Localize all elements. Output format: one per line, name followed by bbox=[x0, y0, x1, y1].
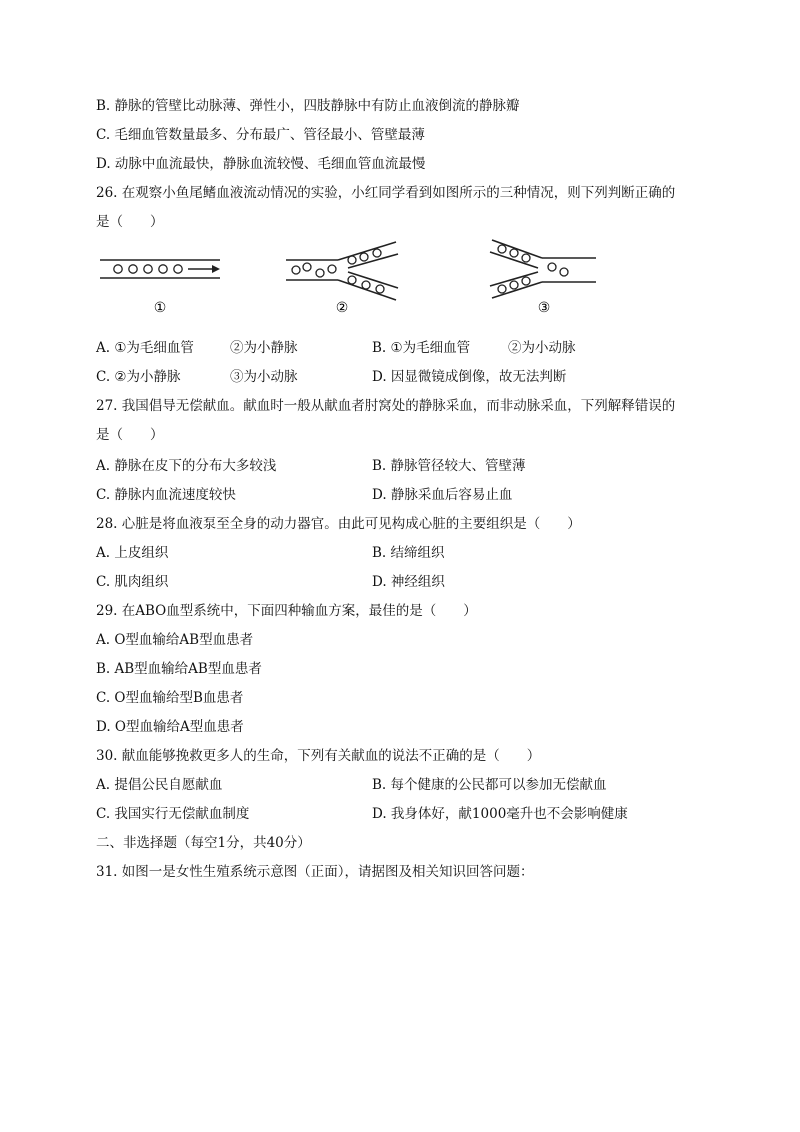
q29-stem: 29. 在ABO血型系统中，下面四种输血方案，最佳的是（ ） bbox=[96, 603, 477, 619]
q25-option-d: D. 动脉中血流最快，静脉血流较慢、毛细血管血流最慢 bbox=[96, 156, 426, 172]
q26-option-c-part2: ③为小动脉 bbox=[230, 369, 298, 385]
q27-stem-line2: 是（ ） bbox=[96, 427, 164, 443]
vessel-3-diagram bbox=[490, 240, 596, 298]
q29-option-d: D. O型血输给A型血患者 bbox=[96, 719, 244, 735]
figure-label-1: ① bbox=[153, 300, 167, 316]
q26-option-a-part1: A. ①为毛细血管 bbox=[96, 340, 194, 356]
q28-options-cd-row bbox=[96, 573, 716, 591]
q25-option-b: B. 静脉的管壁比动脉薄、弹性小，四肢静脉中有防止血液倒流的静脉瓣 bbox=[96, 98, 520, 114]
vessel-1-diagram bbox=[100, 260, 220, 278]
q27-option-d: D. 静脉采血后容易止血 bbox=[372, 487, 513, 503]
q26-options-ab-row bbox=[96, 339, 716, 357]
q26-option-b-part2: ②为小动脉 bbox=[508, 340, 576, 356]
q30-options-ab-row bbox=[96, 776, 716, 794]
q29-option-b: B. AB型血输给AB型血患者 bbox=[96, 661, 262, 677]
q28-stem: 28. 心脏是将血液泵至全身的动力器官。由此可见构成心脏的主要组织是（ ） bbox=[96, 516, 581, 532]
q27-option-c: C. 静脉内血流速度较快 bbox=[96, 487, 236, 503]
q30-options-cd-row bbox=[96, 805, 716, 823]
figure-label-2: ② bbox=[335, 300, 349, 316]
q30-stem: 30. 献血能够挽救更多人的生命，下列有关献血的说法不正确的是（ ） bbox=[96, 748, 541, 764]
q28-options-ab-row bbox=[96, 544, 716, 562]
q28-option-a: A. 上皮组织 bbox=[96, 545, 169, 561]
q30-option-c: C. 我国实行无偿献血制度 bbox=[96, 806, 250, 822]
q27-stem-line1: 27. 我国倡导无偿献血。献血时一般从献血者肘窝处的静脉采血，而非动脉采血，下列解释错误的 bbox=[96, 398, 676, 414]
q28-option-c: C. 肌肉组织 bbox=[96, 574, 169, 590]
figure-label-3: ③ bbox=[537, 300, 551, 316]
q26-stem-line1: 26. 在观察小鱼尾鳍血液流动情况的实验，小红同学看到如图所示的三种情况，则下列判断正确的 bbox=[96, 185, 676, 201]
q26-option-d: D. 因显微镜成倒像，故无法判断 bbox=[372, 369, 567, 385]
q27-option-b: B. 静脉管径较大、管壁薄 bbox=[372, 458, 526, 474]
q25-option-c: C. 毛细血管数量最多、分布最广、管径最小、管壁最薄 bbox=[96, 127, 425, 143]
q26-stem-line2: 是（ ） bbox=[96, 214, 164, 230]
q30-option-a: A. 提倡公民自愿献血 bbox=[96, 777, 223, 793]
q26-option-b-part1: B. ①为毛细血管 bbox=[372, 340, 471, 356]
q31-stem: 31. 如图一是女性生殖系统示意图（正面），请据图及相关知识回答问题： bbox=[96, 864, 534, 880]
q26-option-a-part2: ②为小静脉 bbox=[230, 340, 298, 356]
vessel-2-diagram bbox=[286, 242, 398, 300]
q29-option-a: A. O型血输给AB型血患者 bbox=[96, 632, 254, 648]
q30-option-b: B. 每个健康的公民都可以参加无偿献血 bbox=[372, 777, 607, 793]
q28-option-d: D. 神经组织 bbox=[372, 574, 445, 590]
q30-option-d: D. 我身体好，献1000毫升也不会影响健康 bbox=[372, 806, 628, 822]
q28-option-b: B. 结缔组织 bbox=[372, 545, 445, 561]
q27-options-ab-row bbox=[96, 457, 716, 475]
q27-option-a: A. 静脉在皮下的分布大多较浅 bbox=[96, 458, 277, 474]
q27-options-cd-row bbox=[96, 486, 716, 504]
q29-option-c: C. O型血输给型B血患者 bbox=[96, 690, 244, 706]
blood-vessel-figure bbox=[96, 238, 616, 318]
q26-option-c-part1: C. ②为小静脉 bbox=[96, 369, 181, 385]
q26-options-cd-row bbox=[96, 368, 716, 386]
blood-vessel-svg bbox=[96, 238, 616, 318]
section-heading: 二、非选择题（每空1分，共40分） bbox=[96, 835, 311, 851]
